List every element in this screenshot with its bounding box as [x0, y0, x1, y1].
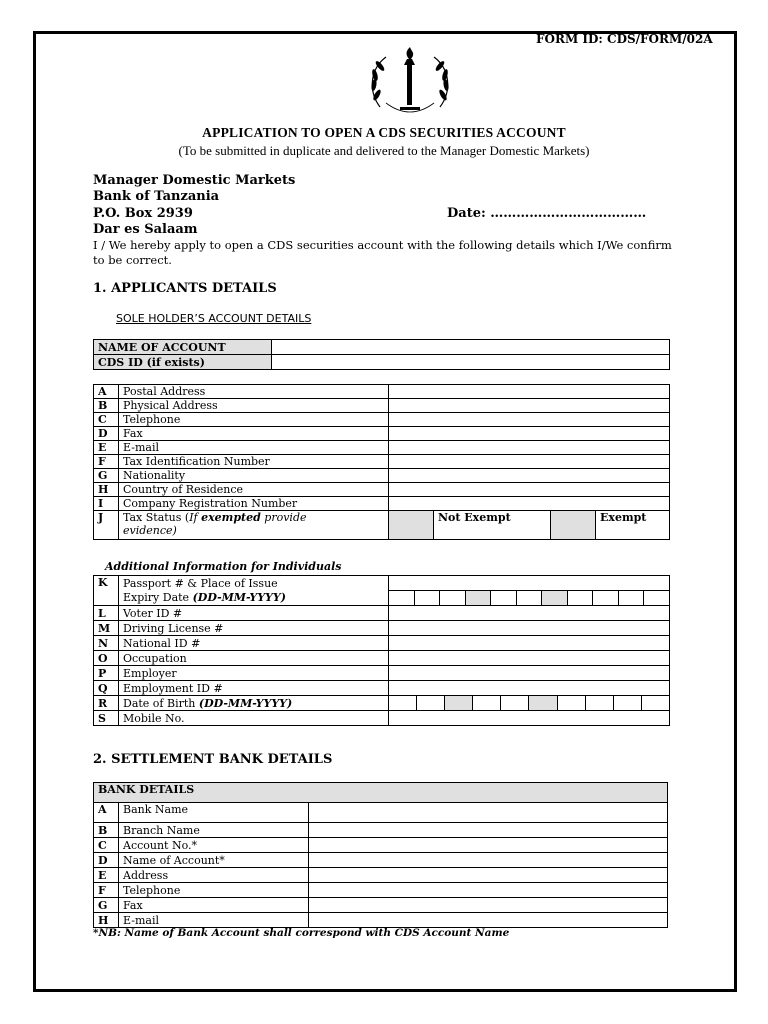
country-of-residence-input[interactable]	[389, 483, 670, 497]
postal-address-label: Postal Address	[119, 385, 389, 399]
intro-statement: I / We hereby apply to open a CDS securities account with the following details which I/We confirm to be correct.	[93, 238, 672, 267]
bank-account-name-label: Name of Account*	[119, 853, 309, 868]
table-row	[94, 853, 668, 868]
row-letter: B	[94, 399, 119, 413]
driving-license-input[interactable]	[389, 621, 670, 636]
addressee-line: Manager Domestic Markets	[93, 173, 296, 188]
email-label: E-mail	[119, 441, 389, 455]
national-id-input[interactable]	[389, 636, 670, 651]
bank-telephone-label: Telephone	[119, 883, 309, 898]
table-row	[94, 469, 670, 483]
occupation-label: Occupation	[119, 651, 389, 666]
table-row	[94, 413, 670, 427]
date-digit-box[interactable]	[490, 591, 516, 605]
exempt-checkbox[interactable]	[551, 511, 596, 540]
bank-telephone-input[interactable]	[309, 883, 668, 898]
nationality-label: Nationality	[119, 469, 389, 483]
row-letter: I	[94, 497, 119, 511]
voter-id-input[interactable]	[389, 606, 670, 621]
date-digit-box[interactable]	[618, 591, 644, 605]
not-exempt-label: Not Exempt	[434, 511, 551, 540]
occupation-input[interactable]	[389, 651, 670, 666]
bank-fax-input[interactable]	[309, 898, 668, 913]
table-row	[94, 427, 670, 441]
table-row	[94, 883, 668, 898]
table-row	[94, 399, 670, 413]
date-digit-box[interactable]	[389, 696, 416, 710]
addressee-line: Dar es Salaam	[93, 222, 198, 237]
form-id: FORM ID: CDS/FORM/02A	[536, 32, 713, 46]
date-digit-box[interactable]	[641, 696, 669, 710]
table-row	[94, 455, 670, 469]
fax-input[interactable]	[389, 427, 670, 441]
table-row	[94, 823, 668, 838]
table-row	[94, 497, 670, 511]
bank-name-label: Bank Name	[119, 803, 309, 823]
section-heading-settlement-bank: 2. SETTLEMENT BANK DETAILS	[93, 752, 333, 767]
date-digit-box[interactable]	[567, 591, 593, 605]
date-of-birth-label	[119, 696, 389, 711]
voter-id-label: Voter ID #	[119, 606, 389, 621]
row-letter: L	[94, 606, 119, 621]
date-digit-box[interactable]	[389, 591, 414, 605]
row-letter: D	[94, 853, 119, 868]
row-letter: H	[94, 483, 119, 497]
date-digit-box[interactable]	[414, 591, 440, 605]
row-letter: J	[94, 511, 119, 540]
date-of-birth-text: Date of Birth	[123, 696, 199, 710]
row-letter: H	[94, 913, 119, 928]
nationality-input[interactable]	[389, 469, 670, 483]
form-title: APPLICATION TO OPEN A CDS SECURITIES ACCOUNT	[202, 125, 566, 140]
employer-input[interactable]	[389, 666, 670, 681]
row-letter: A	[94, 803, 119, 823]
bank-account-footnote: *NB: Name of Bank Account shall correspond with CDS Account Name	[93, 927, 510, 939]
account-name-input[interactable]	[272, 340, 670, 355]
account-name-table	[93, 339, 670, 370]
bank-email-label: E-mail	[119, 913, 309, 928]
date-separator-box	[528, 696, 556, 710]
row-letter: R	[94, 696, 119, 711]
mobile-input[interactable]	[389, 711, 670, 726]
cds-id-input[interactable]	[272, 355, 670, 370]
date-digit-box[interactable]	[592, 591, 618, 605]
employment-id-input[interactable]	[389, 681, 670, 696]
row-letter: E	[94, 441, 119, 455]
date-digit-box[interactable]	[585, 696, 613, 710]
table-row	[94, 913, 668, 928]
row-letter: F	[94, 883, 119, 898]
bank-of-tanzania-emblem	[364, 47, 456, 121]
tax-status-text: evidence)	[123, 524, 177, 537]
row-letter: G	[94, 898, 119, 913]
expiry-date-label	[119, 591, 389, 606]
row-letter: B	[94, 823, 119, 838]
row-letter: C	[94, 413, 119, 427]
passport-input[interactable]	[389, 576, 670, 591]
driving-license-label: Driving License #	[119, 621, 389, 636]
expiry-date-boxes[interactable]	[389, 591, 670, 606]
row-letter: F	[94, 455, 119, 469]
table-row	[94, 355, 670, 370]
row-letter: S	[94, 711, 119, 726]
table-row	[94, 385, 670, 399]
date-separator-box	[465, 591, 491, 605]
tax-status-text: exempted	[201, 511, 261, 524]
section-heading-applicants: 1. APPLICANTS DETAILS	[93, 281, 277, 296]
row-letter: G	[94, 469, 119, 483]
company-registration-input[interactable]	[389, 497, 670, 511]
row-letter: A	[94, 385, 119, 399]
fax-label: Fax	[119, 427, 389, 441]
not-exempt-checkbox[interactable]	[389, 511, 434, 540]
table-row	[94, 838, 668, 853]
addressee-line: Bank of Tanzania	[93, 189, 220, 204]
row-letter: O	[94, 651, 119, 666]
date-separator-box	[444, 696, 472, 710]
exempt-label: Exempt	[596, 511, 670, 540]
tax-status-text: Tax Status (	[123, 511, 190, 524]
table-row	[94, 666, 670, 681]
row-letter: E	[94, 868, 119, 883]
table-row	[94, 898, 668, 913]
bank-name-input[interactable]	[309, 803, 668, 823]
email-input[interactable]	[389, 441, 670, 455]
account-number-input[interactable]	[309, 838, 668, 853]
mobile-label: Mobile No.	[119, 711, 389, 726]
bank-details-header: BANK DETAILS	[94, 783, 668, 803]
table-row	[94, 681, 670, 696]
bank-address-label: Address	[119, 868, 309, 883]
table-row	[94, 803, 668, 823]
table-row	[94, 606, 670, 621]
table-row	[94, 783, 668, 803]
postal-address-input[interactable]	[389, 385, 670, 399]
bank-address-input[interactable]	[309, 868, 668, 883]
tax-status-text: If	[189, 511, 202, 524]
bank-email-input[interactable]	[309, 913, 668, 928]
branch-name-input[interactable]	[309, 823, 668, 838]
date-digit-box[interactable]	[439, 591, 465, 605]
date-digit-box[interactable]	[557, 696, 585, 710]
table-row	[94, 576, 670, 591]
account-number-label: Account No.*	[119, 838, 309, 853]
date-digit-box[interactable]	[613, 696, 641, 710]
addressee-line: P.O. Box 2939	[93, 206, 193, 221]
country-of-residence-label: Country of Residence	[119, 483, 389, 497]
tax-status-text: provide	[260, 511, 307, 524]
row-letter: Q	[94, 681, 119, 696]
sole-holder-subheading: SOLE HOLDER’S ACCOUNT DETAILS	[116, 312, 312, 325]
national-id-label: National ID #	[119, 636, 389, 651]
physical-address-label: Physical Address	[119, 399, 389, 413]
additional-info-heading: Additional Information for Individuals	[105, 560, 342, 573]
table-row	[94, 340, 670, 355]
table-row	[94, 441, 670, 455]
employment-id-label: Employment ID #	[119, 681, 389, 696]
row-letter: M	[94, 621, 119, 636]
row-letter: P	[94, 666, 119, 681]
table-row	[94, 711, 670, 726]
date-field[interactable]: Date: ………………………………	[447, 206, 647, 221]
date-digit-box[interactable]	[472, 696, 500, 710]
table-row	[94, 483, 670, 497]
date-digit-box[interactable]	[516, 591, 542, 605]
table-row	[94, 636, 670, 651]
table-row	[94, 651, 670, 666]
date-separator-box	[541, 591, 567, 605]
employer-label: Employer	[119, 666, 389, 681]
cds-id-label: CDS ID (if exists)	[94, 355, 272, 370]
tin-label: Tax Identification Number	[119, 455, 389, 469]
expiry-date-text: Expiry Date	[123, 591, 193, 605]
date-digit-box[interactable]	[416, 696, 444, 710]
row-letter: K	[94, 576, 119, 606]
passport-label: Passport # & Place of Issue	[119, 576, 389, 591]
date-format-hint: (DD-MM-YYYY)	[192, 591, 286, 605]
table-row	[94, 868, 668, 883]
date-digit-box[interactable]	[500, 696, 528, 710]
row-letter: N	[94, 636, 119, 651]
row-letter: D	[94, 427, 119, 441]
table-row	[94, 511, 670, 540]
branch-name-label: Branch Name	[119, 823, 309, 838]
company-registration-label: Company Registration Number	[119, 497, 389, 511]
telephone-input[interactable]	[389, 413, 670, 427]
bank-fax-label: Fax	[119, 898, 309, 913]
applicant-details-table	[93, 384, 670, 540]
table-row	[94, 696, 670, 711]
physical-address-input[interactable]	[389, 399, 670, 413]
bank-details-table	[93, 782, 668, 928]
date-digit-box[interactable]	[643, 591, 669, 605]
telephone-label: Telephone	[119, 413, 389, 427]
date-of-birth-boxes[interactable]	[389, 696, 670, 711]
account-name-label: NAME OF ACCOUNT	[94, 340, 272, 355]
date-format-hint: (DD-MM-YYYY)	[198, 696, 293, 710]
bank-account-name-input[interactable]	[309, 853, 668, 868]
tin-input[interactable]	[389, 455, 670, 469]
table-row	[94, 591, 670, 606]
tax-status-label	[119, 511, 389, 540]
individual-details-table	[93, 575, 670, 726]
form-subtitle: (To be submitted in duplicate and delivered to the Manager Domestic Markets)	[178, 143, 590, 158]
table-row	[94, 621, 670, 636]
row-letter: C	[94, 838, 119, 853]
